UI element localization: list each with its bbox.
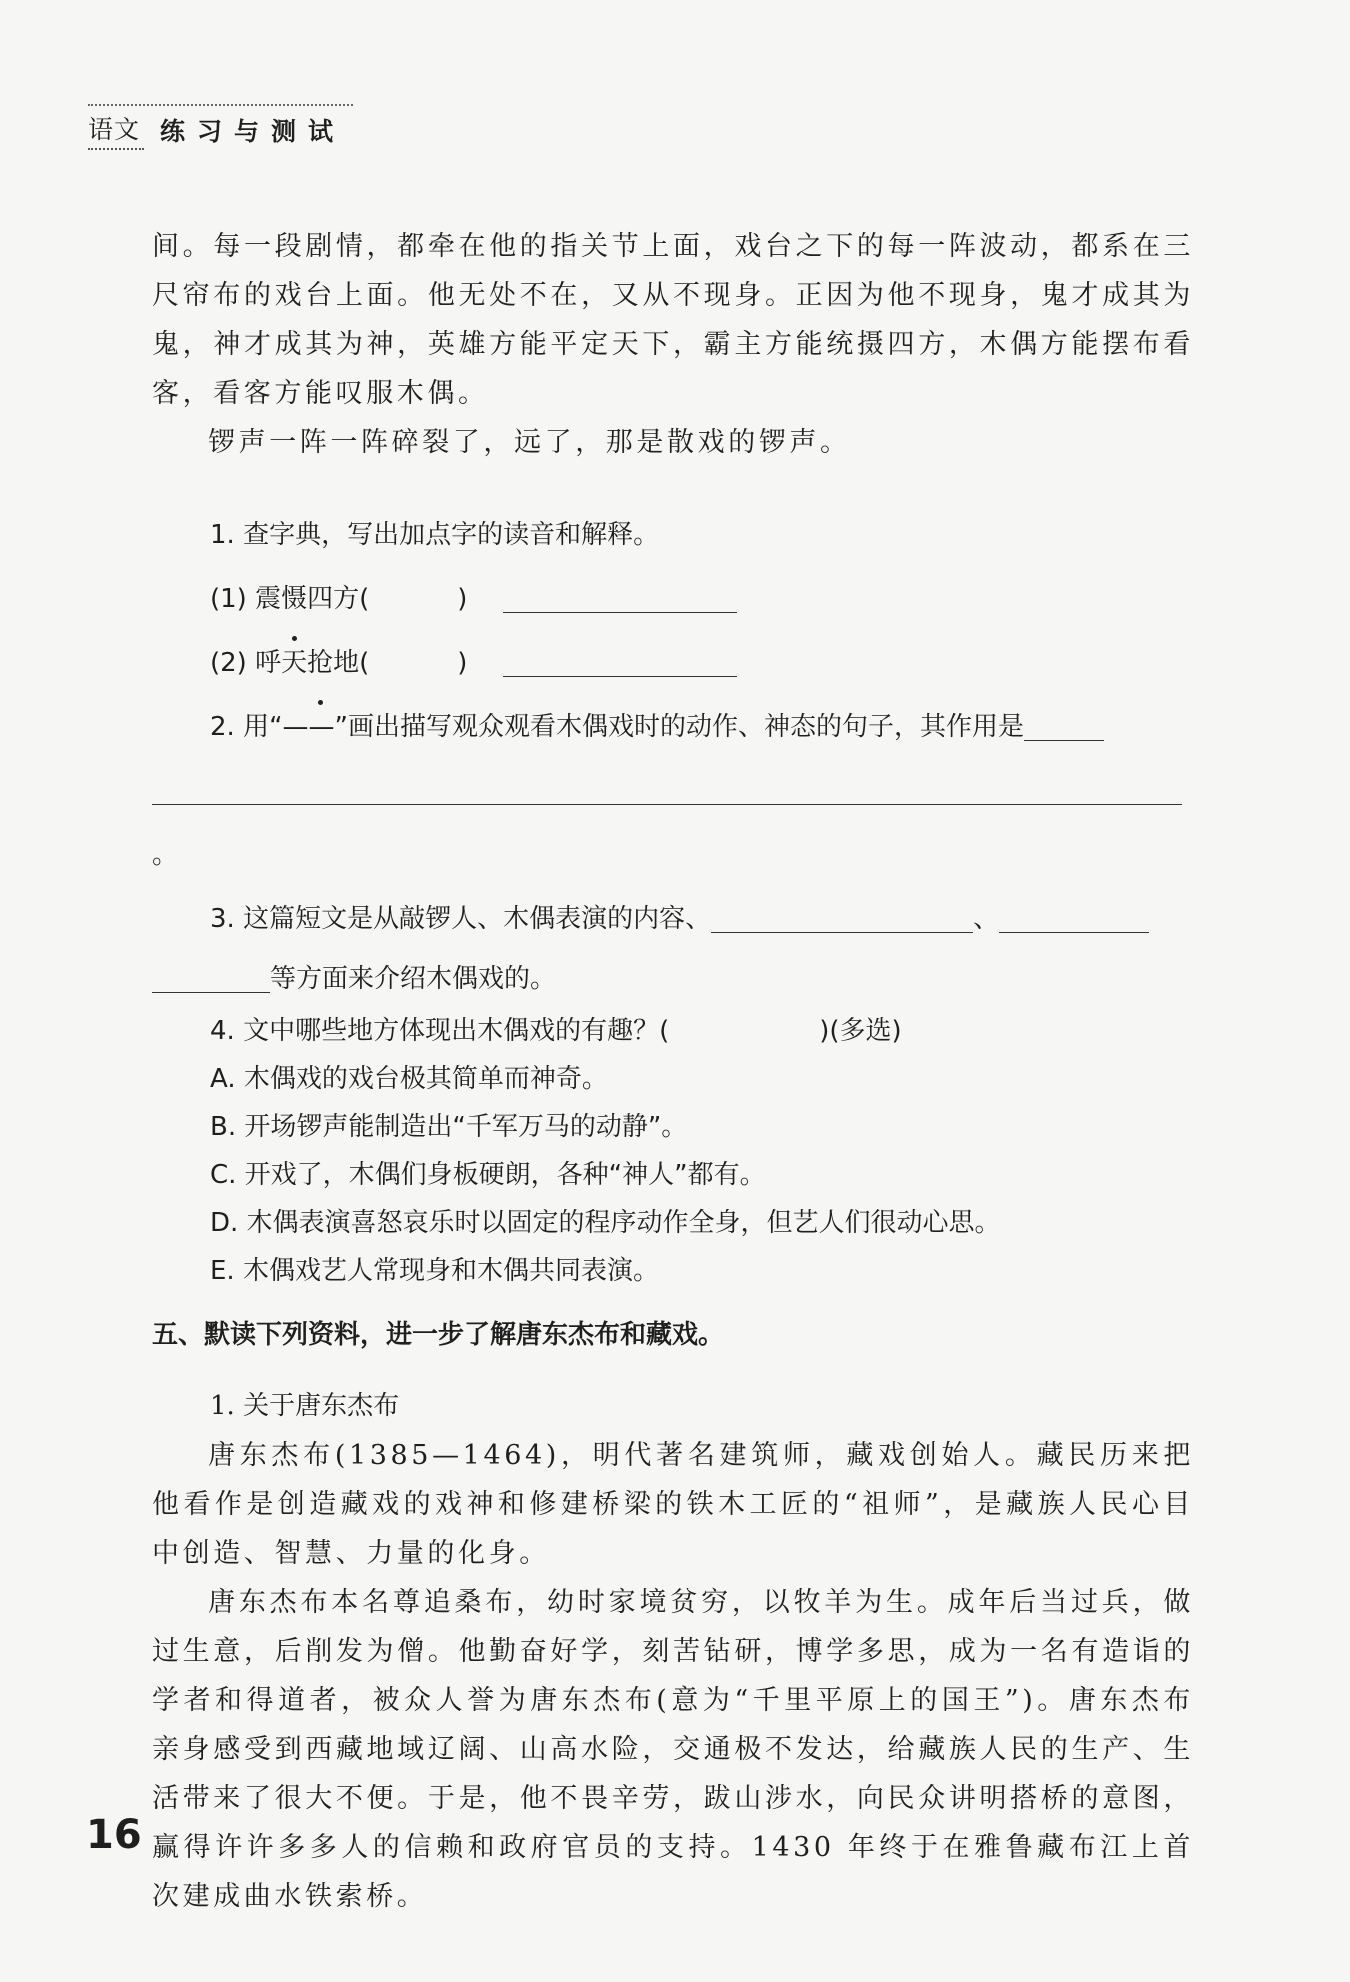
question-3: 3. 这篇短文是从敲锣人、木偶表演的内容、 、 <box>152 887 1194 951</box>
answer-blank[interactable] <box>1024 710 1104 741</box>
section-5-subheading: 1. 关于唐东杰布 <box>210 1391 400 1421</box>
section-5-title: 五、默读下列资料，进一步了解唐东杰布和藏戏。 <box>152 1320 725 1350</box>
question-2: 2. 用“——”画出描写观众观看木偶戏时的动作、神态的句子，其作用是 <box>152 695 1194 759</box>
question-4: 4. 文中哪些地方体现出木偶戏的有趣？( )(多选) <box>210 1016 902 1046</box>
subject-label: 语文 <box>88 110 144 150</box>
page-content <box>152 222 1194 1921</box>
question-1: 1. 查字典，写出加点字的读音和解释。 <box>210 520 660 550</box>
question-3-line-2: 等方面来介绍木偶戏的。 <box>152 951 1194 1007</box>
passage-paragraph: 锣声一阵一阵碎裂了，远了，那是散戏的锣声。 <box>208 427 851 458</box>
page-number: 16 <box>86 1812 142 1858</box>
option-a: A. 木偶戏的戏台极其简单而神奇。 <box>210 1064 608 1094</box>
option-b: B. 开场锣声能制造出“千军万马的动静”。 <box>210 1112 688 1142</box>
option-c: C. 开戏了，木偶们身板硬朗，各种“神人”都有。 <box>210 1160 766 1190</box>
page-header <box>88 108 345 152</box>
answer-blank[interactable] <box>503 582 737 613</box>
option-e: E. 木偶戏艺人常现身和木偶共同表演。 <box>210 1256 659 1286</box>
answer-blank[interactable] <box>999 902 1149 933</box>
answer-blank[interactable] <box>503 646 737 677</box>
answer-blank[interactable] <box>152 774 1182 805</box>
dotted-char: 抢 <box>307 631 333 695</box>
section-5-paragraph: 唐东杰布本名尊追桑布，幼时家境贫穷，以牧羊为生。成年后当过兵，做过生意，后削发为僧。他勤奋好学，刻苦钻研，博学多思，成为一名有造诣的学者和得道者，被众人誉为唐东杰布(意为“千里平原上的国王”)。唐东杰布亲身感受到西藏地域辽阔、山高水险，交通极不发达，给藏族人民的生产、生活带来了很大不便。于是，他不畏辛劳，跋山涉水，向民众讲明搭桥的意图，赢得许许多多人的信赖和政府官员的支持。1430 年终于在雅鲁藏布江上首次建成曲水铁索桥。 <box>152 1587 1194 1912</box>
series-title: 练习与测试 <box>160 117 346 146</box>
question-2-line-2: 。 <box>152 759 1194 887</box>
passage-paragraph: 间。每一段剧情，都牵在他的指关节上面，戏台之下的每一阵波动，都系在三尺帘布的戏台上面。他无处不在，又从不现身。正因为他不现身，鬼才成其为鬼，神才成其为神，英雄方能平定天下，霸主方能统摄四方，木偶方能摆布看客，看客方能叹服木偶。 <box>152 231 1194 409</box>
section-5-paragraph: 唐东杰布(1385—1464)，明代著名建筑师，藏戏创始人。藏民历来把他看作是创造藏戏的戏神和修建桥梁的铁木工匠的“祖师”，是藏族人民心目中创造、智慧、力量的化身。 <box>152 1440 1194 1569</box>
dotted-char: 慑 <box>281 567 307 631</box>
answer-blank[interactable] <box>152 962 270 993</box>
question-1-item-2: (2) 呼天抢地( ) <box>152 631 1194 695</box>
option-d: D. 木偶表演喜怒哀乐时以固定的程序动作全身，但艺人们很动心思。 <box>210 1208 1001 1238</box>
header-dotted-rule <box>88 104 353 106</box>
answer-blank[interactable] <box>711 902 973 933</box>
question-1-item-1: (1) 震慑四方( ) <box>152 567 1194 631</box>
